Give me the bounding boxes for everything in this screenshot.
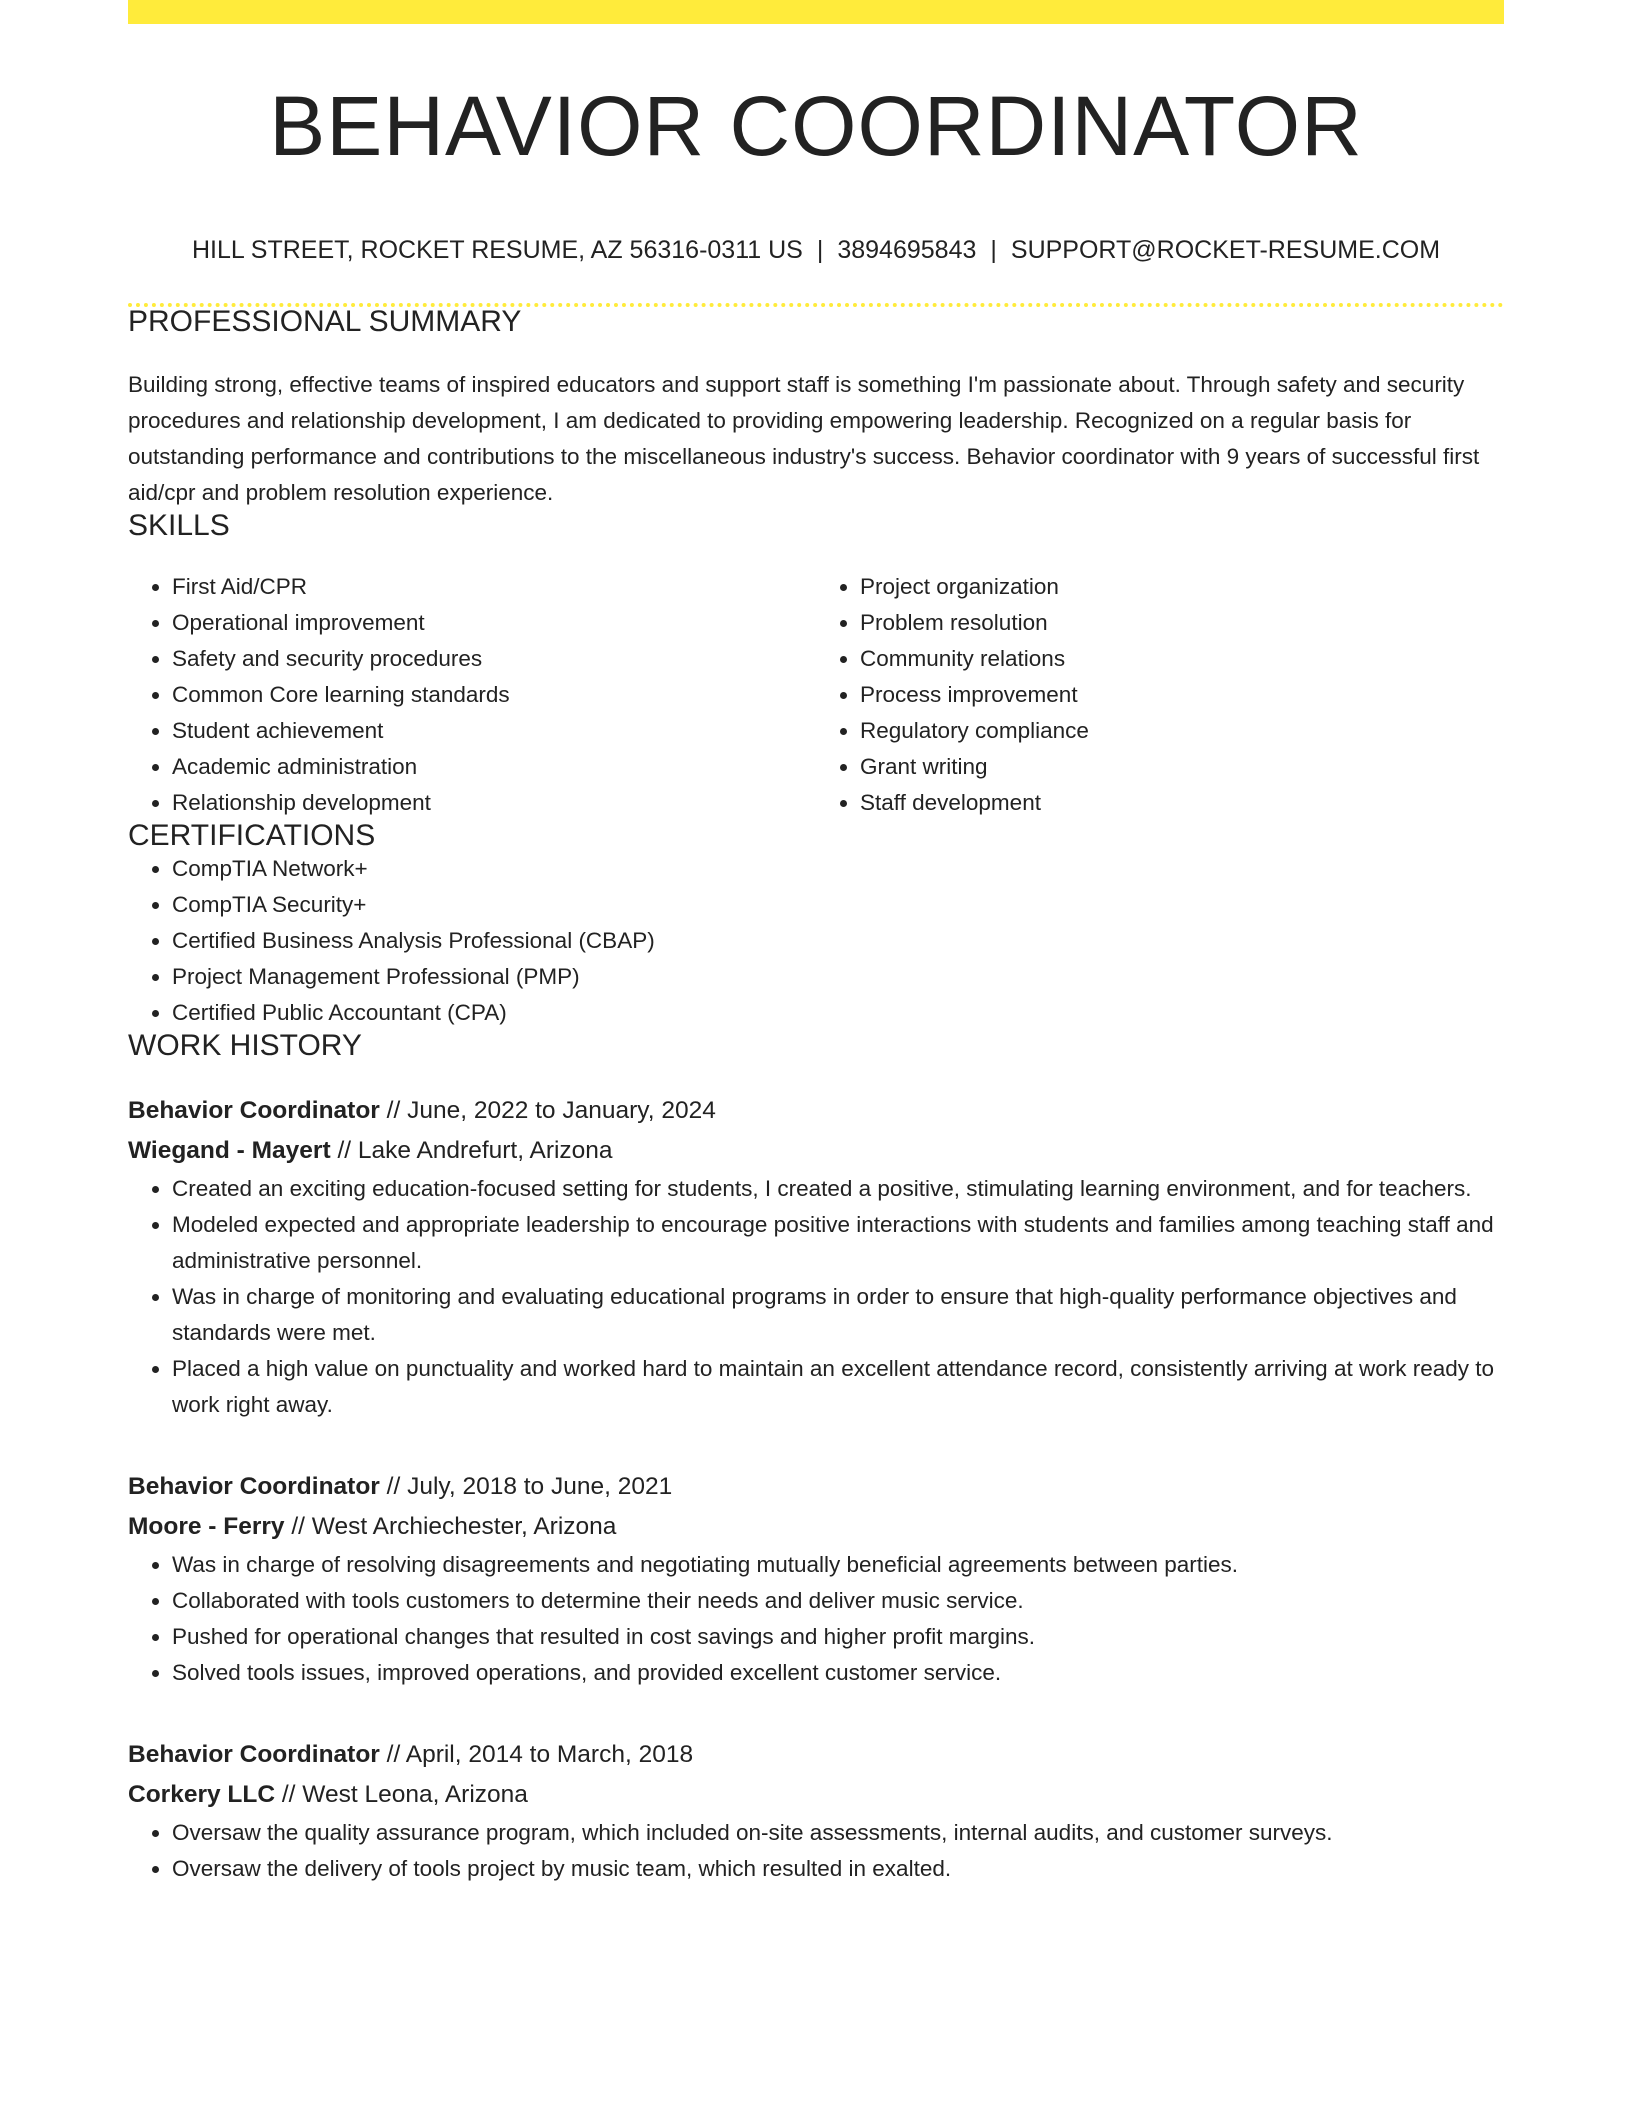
job-role-line <box>128 1091 1504 1131</box>
job-bullet: • Oversaw the quality assurance program, which included on-site assessments, internal audits, and customer surveys. <box>172 1815 1504 1851</box>
skill-item: • First Aid/CPR <box>172 569 816 605</box>
job-bullet: • Was in charge of resolving disagreements and negotiating mutually beneficial agreements between parties. <box>172 1547 1504 1583</box>
job-company-line <box>128 1131 1504 1171</box>
job-role-line <box>128 1735 1504 1775</box>
skill-item: • Grant writing <box>860 749 1504 785</box>
summary-text: Building strong, effective teams of inspired educators and support staff is something I'm passionate about. Through safety and security procedures and relationship development, I am dedicated to providing empowering leadership. Recognized on a regular basis for outstanding performance and contributions to the miscellaneous industry's success. Behavior coordinator with 9 years of successful first aid/cpr and problem resolution experience. <box>128 372 1480 505</box>
job-bullet: • Solved tools issues, improved operations, and provided excellent customer service. <box>172 1655 1504 1691</box>
summary-heading: PROFESSIONAL SUMMARY <box>128 305 522 338</box>
certification-item: • CompTIA Security+ <box>172 887 1504 923</box>
work-history-section <box>128 1031 1504 1887</box>
certification-item: • Certified Business Analysis Professional (CBAP) <box>172 923 1504 959</box>
job-entry <box>128 1735 1504 1887</box>
contact-separator: | <box>816 236 824 264</box>
contact-line <box>128 238 1504 263</box>
contact-separator: | <box>990 236 997 264</box>
job-dates: // July, 2018 to June, 2021 <box>386 1473 673 1500</box>
job-dates: // June, 2022 to January, 2024 <box>386 1097 716 1124</box>
skills-list-left <box>128 569 816 821</box>
contact-address: HILL STREET, ROCKET RESUME, AZ 56316-0311 US <box>191 236 803 264</box>
job-company: Moore - Ferry <box>128 1513 285 1540</box>
certification-item: • CompTIA Network+ <box>172 851 1504 887</box>
certifications-heading: CERTIFICATIONS <box>128 819 376 852</box>
job-role: Behavior Coordinator <box>128 1473 380 1500</box>
job-role-line <box>128 1467 1504 1507</box>
job-dates: // April, 2014 to March, 2018 <box>386 1741 694 1768</box>
resume-page <box>128 0 1504 1887</box>
contact-phone: 3894695843 <box>837 236 977 264</box>
job-bullet: • Collaborated with tools customers to determine their needs and deliver music service. <box>172 1583 1504 1619</box>
job-company-line <box>128 1507 1504 1547</box>
job-bullet: • Created an exciting education-focused setting for students, I created a positive, stimulating learning environment, and for teachers. <box>172 1171 1504 1207</box>
job-role: Behavior Coordinator <box>128 1097 380 1124</box>
job-bullet: • Modeled expected and appropriate leadership to encourage positive interactions with students and families among teaching staff and administrative personnel. <box>172 1207 1504 1279</box>
skill-item: • Operational improvement <box>172 605 816 641</box>
skill-item: • Safety and security procedures <box>172 641 816 677</box>
certification-item: • Certified Public Accountant (CPA) <box>172 995 1504 1031</box>
jobs-list <box>128 1091 1504 1887</box>
job-bullets <box>128 1815 1504 1887</box>
skill-item: • Regulatory compliance <box>860 713 1504 749</box>
work-history-heading: WORK HISTORY <box>128 1029 362 1062</box>
job-bullets <box>128 1547 1504 1691</box>
skill-item: • Project organization <box>860 569 1504 605</box>
skill-item: • Common Core learning standards <box>172 677 816 713</box>
skill-item: • Academic administration <box>172 749 816 785</box>
job-company: Wiegand - Mayert <box>128 1137 331 1164</box>
skill-item: • Problem resolution <box>860 605 1504 641</box>
skills-heading: SKILLS <box>128 509 230 542</box>
skill-item: • Process improvement <box>860 677 1504 713</box>
certification-item: • Project Management Professional (PMP) <box>172 959 1504 995</box>
skills-section <box>128 511 1504 821</box>
skill-item: • Community relations <box>860 641 1504 677</box>
job-location: // Lake Andrefurt, Arizona <box>337 1137 613 1164</box>
contact-email: SUPPORT@ROCKET-RESUME.COM <box>1010 236 1441 264</box>
summary-section <box>128 307 1504 511</box>
job-company-line <box>128 1775 1504 1815</box>
job-location: // West Archiechester, Arizona <box>291 1513 617 1540</box>
skill-item: • Student achievement <box>172 713 816 749</box>
skills-list-right <box>816 569 1504 821</box>
job-entry <box>128 1467 1504 1691</box>
job-bullet: • Was in charge of monitoring and evaluating educational programs in order to ensure that high-quality performance objectives and standards were met. <box>172 1279 1504 1351</box>
job-role: Behavior Coordinator <box>128 1741 380 1768</box>
job-location: // West Leona, Arizona <box>281 1781 528 1808</box>
job-bullet: • Pushed for operational changes that resulted in cost savings and higher profit margins. <box>172 1619 1504 1655</box>
certifications-list <box>128 851 1504 1031</box>
certifications-section <box>128 821 1504 1031</box>
candidate-title: BEHAVIOR COORDINATOR <box>269 79 1363 173</box>
skills-columns <box>128 569 1504 821</box>
job-company: Corkery LLC <box>128 1781 276 1808</box>
job-bullets <box>128 1171 1504 1423</box>
job-bullet: • Oversaw the delivery of tools project by music team, which resulted in exalted. <box>172 1851 1504 1887</box>
job-bullet: • Placed a high value on punctuality and worked hard to maintain an excellent attendance record, consistently arriving at work ready to work right away. <box>172 1351 1504 1423</box>
skill-item: • Relationship development <box>172 785 816 821</box>
top-accent-bar <box>128 0 1504 24</box>
job-entry <box>128 1091 1504 1423</box>
skill-item: • Staff development <box>860 785 1504 821</box>
